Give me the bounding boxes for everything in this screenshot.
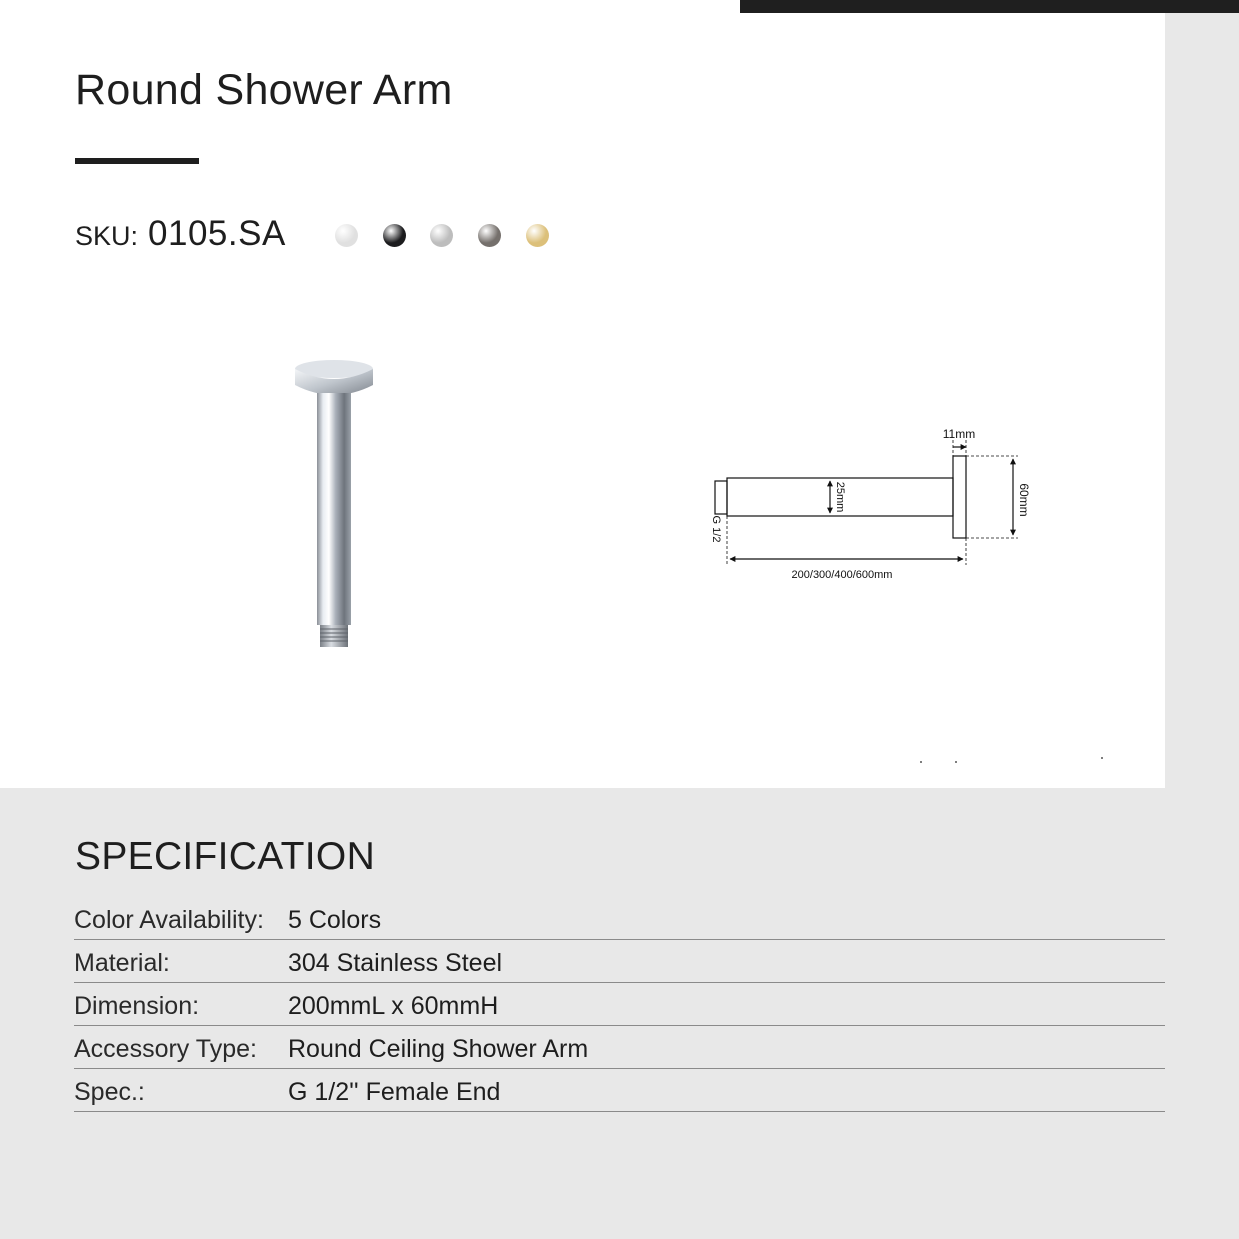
swatch-brushed-gold[interactable]	[526, 224, 549, 247]
spec-label: Accessory Type:	[74, 1035, 257, 1063]
arm-pipe	[317, 393, 351, 625]
flange-thickness-label: 11mm	[942, 427, 976, 441]
technical-drawing	[700, 420, 1060, 590]
title-underline	[75, 158, 199, 164]
thread-outline	[715, 481, 727, 514]
swatch-matte-black[interactable]	[383, 224, 406, 247]
specification-heading: SPECIFICATION	[75, 835, 376, 878]
product-title: Round Shower Arm	[75, 66, 453, 114]
spec-value: 200mmL x 60mmH	[288, 992, 499, 1020]
spec-label: Spec.:	[74, 1078, 145, 1106]
spec-row	[74, 940, 1165, 983]
spec-value: 5 Colors	[288, 906, 382, 934]
pipe-diameter-label: 25mm	[834, 481, 846, 513]
flange-outline	[953, 456, 966, 538]
flange-diameter-label: 60mm	[1017, 483, 1031, 517]
length-label: 200/300/400/600mm	[791, 569, 893, 581]
spec-label: Material:	[74, 949, 170, 977]
spec-label: Dimension:	[74, 992, 200, 1020]
decorative-dots	[915, 755, 1115, 765]
spec-value: Round Ceiling Shower Arm	[288, 1035, 589, 1063]
thread-end	[320, 625, 348, 647]
sku-row	[75, 214, 286, 258]
header-bar	[740, 0, 1239, 13]
spec-label: Color Availability:	[74, 906, 264, 934]
thread-label: G 1/2	[710, 515, 722, 543]
swatch-brushed-nickel[interactable]	[430, 224, 453, 247]
spec-value: 304 Stainless Steel	[288, 949, 503, 977]
sku-label: SKU:	[75, 221, 139, 251]
product-photo	[280, 355, 390, 655]
swatch-gunmetal[interactable]	[478, 224, 501, 247]
sku-value: 0105.SA	[148, 214, 286, 253]
spec-row	[74, 897, 1165, 940]
spec-row	[74, 1069, 1165, 1112]
spec-value: G 1/2'' Female End	[288, 1078, 501, 1106]
spec-row	[74, 1026, 1165, 1069]
specification-table	[74, 897, 1165, 1112]
swatch-chrome[interactable]	[335, 224, 358, 247]
spec-row	[74, 983, 1165, 1026]
